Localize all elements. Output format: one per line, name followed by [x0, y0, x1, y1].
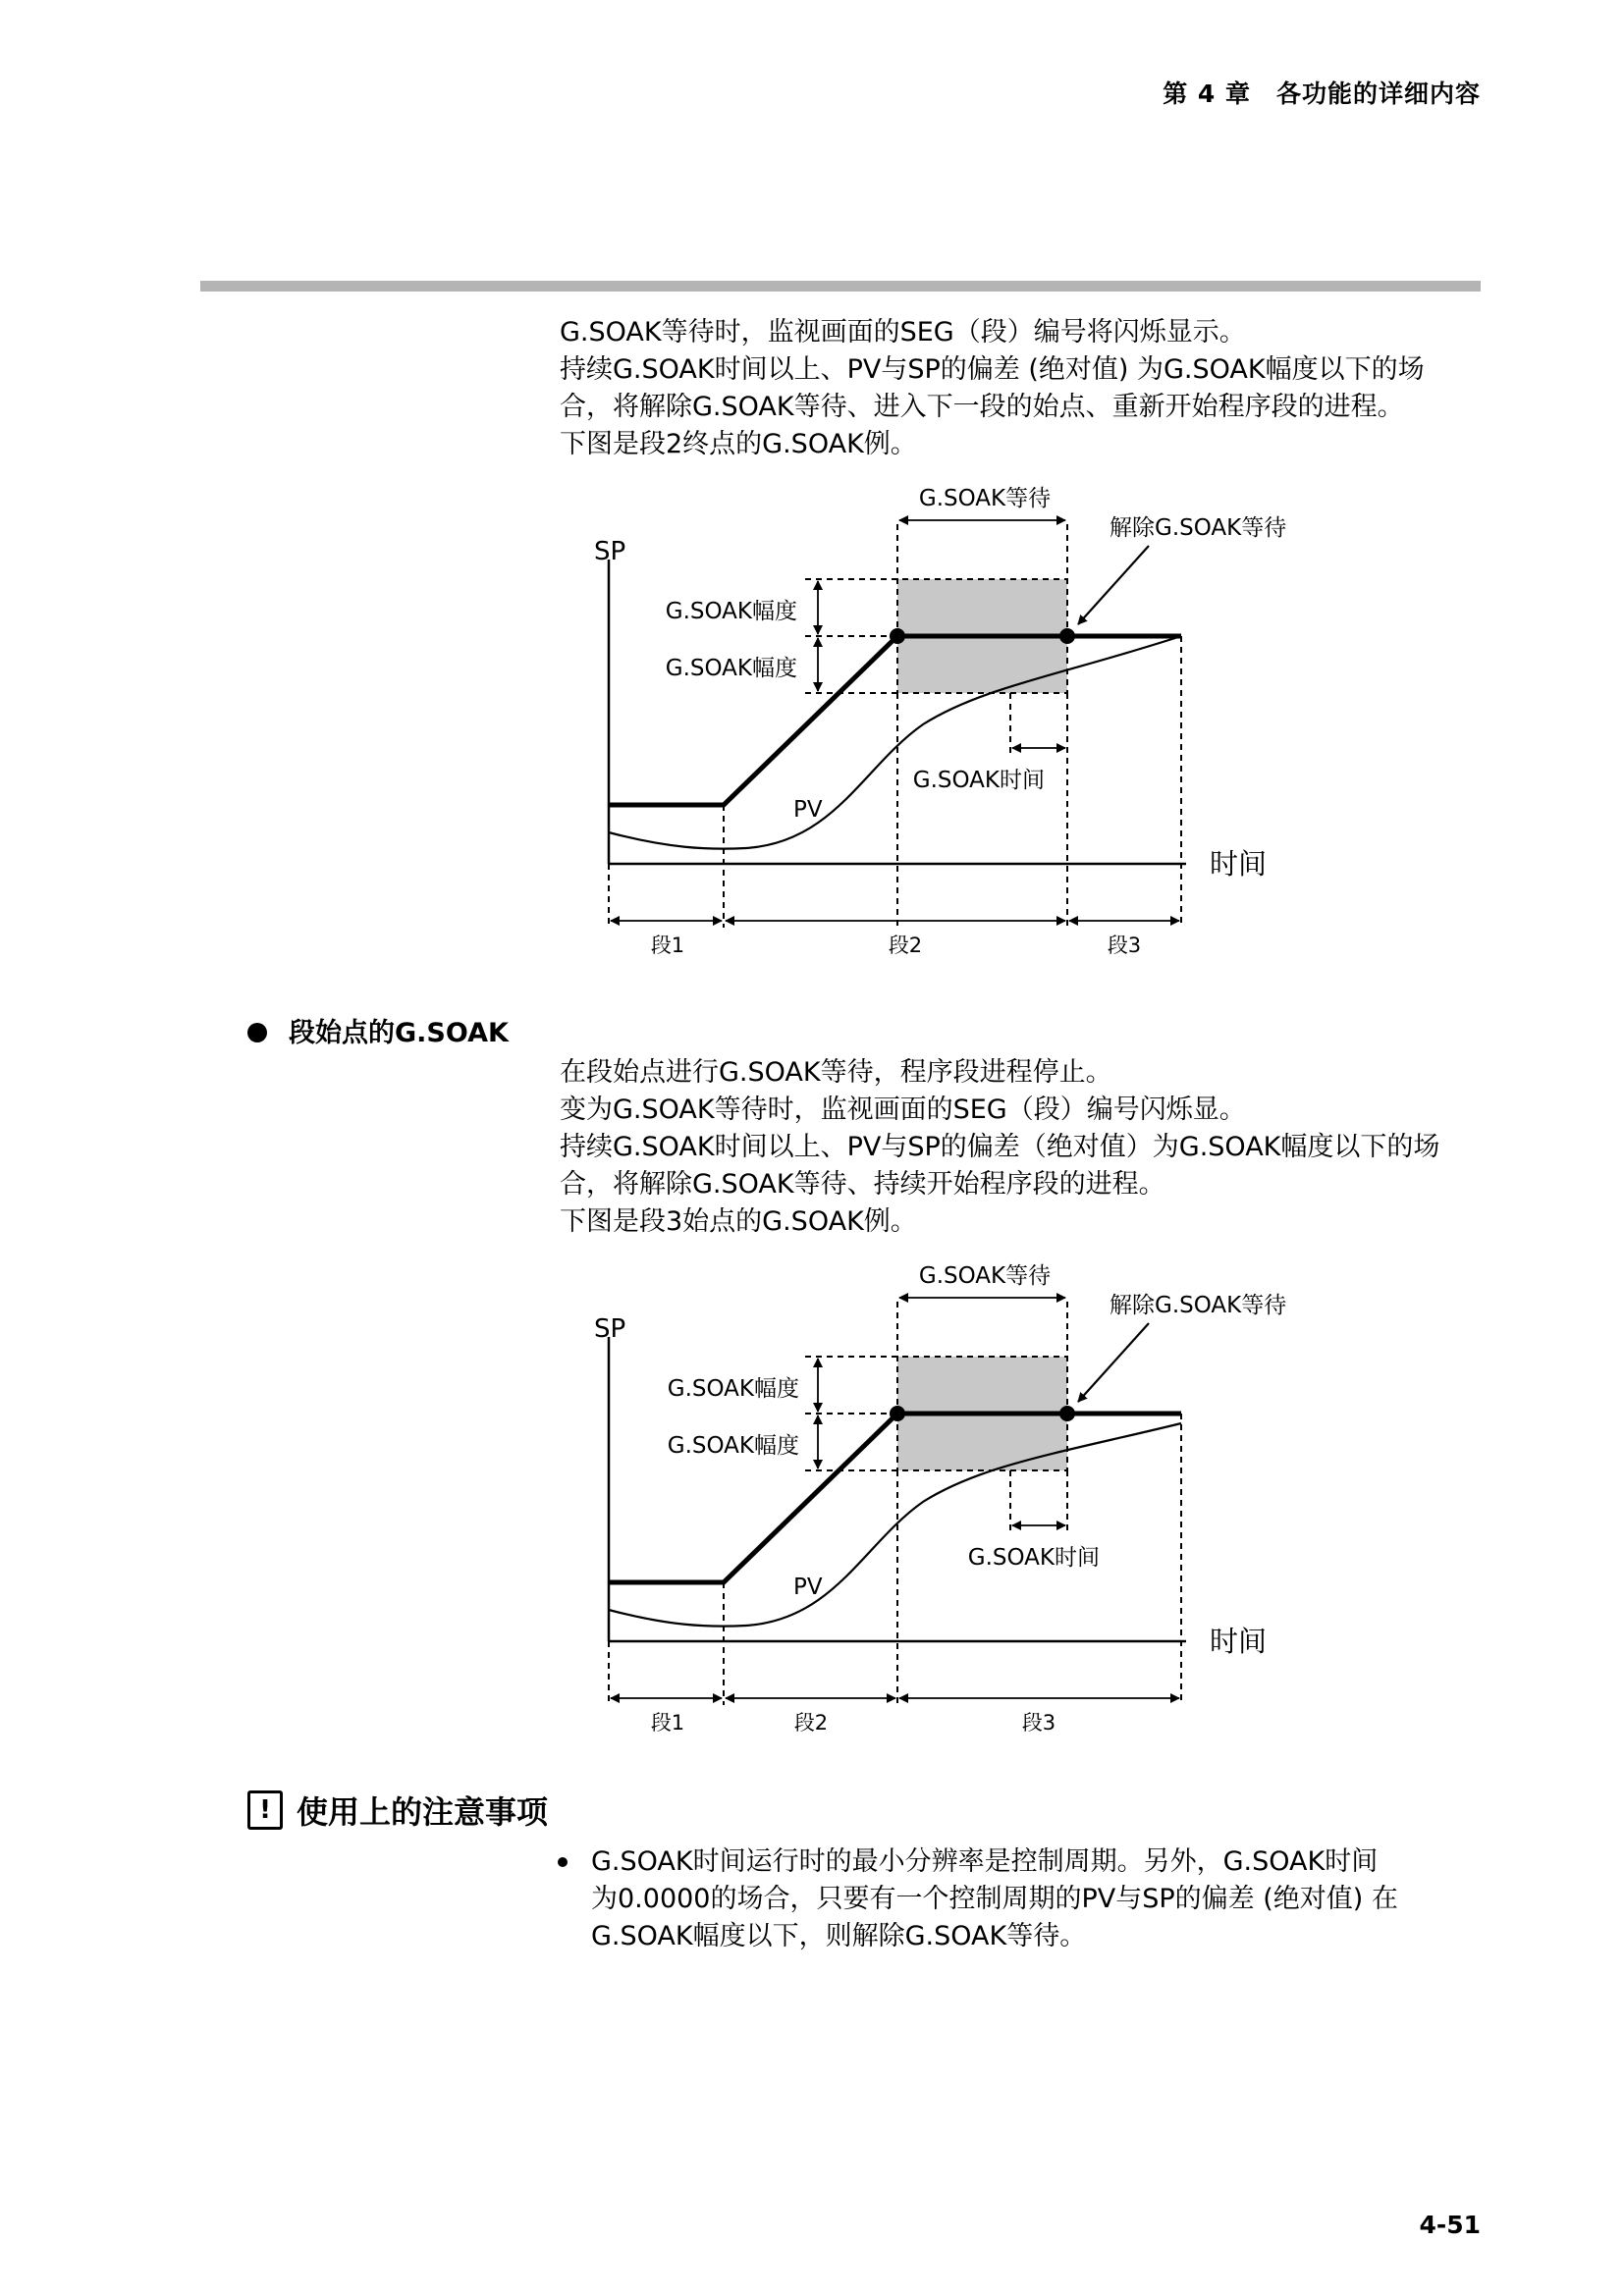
label-pv: PV — [793, 1575, 823, 1600]
label-band-lower: G.SOAK幅度 — [665, 656, 797, 681]
sp-point-end — [1059, 1406, 1075, 1421]
label-wait: G.SOAK等待 — [918, 486, 1052, 511]
intro-line-4: 下图是段2终点的G.SOAK例。 — [560, 429, 917, 459]
caution-heading — [247, 1788, 548, 1833]
chapter-title: 第 4 章 各功能的详细内容 — [1163, 80, 1481, 108]
label-sp: SP — [594, 537, 626, 566]
page-number: 4-51 — [1419, 2211, 1481, 2239]
label-time-axis: 时间 — [1210, 1625, 1268, 1658]
sp-point-end — [1059, 628, 1075, 644]
figure-soak-segment-start — [0, 982, 1624, 1757]
section-line-3: 持续G.SOAK时间以上、PV与SP的偏差（绝对值）为G.SOAK幅度以下的场 — [560, 1132, 1440, 1162]
label-band-lower: G.SOAK幅度 — [667, 1433, 799, 1459]
sp-point-start — [890, 1406, 905, 1421]
segment-label-2: 段2 — [793, 1711, 829, 1735]
segment-label-1: 段1 — [650, 1711, 685, 1735]
label-soak-time: G.SOAK时间 — [912, 768, 1045, 793]
intro-line-2: 持续G.SOAK时间以上、PV与SP的偏差 (绝对值) 为G.SOAK幅度以下的场 — [560, 354, 1425, 385]
exclamation-icon: ! — [247, 1790, 283, 1830]
label-band-upper: G.SOAK幅度 — [665, 599, 797, 624]
label-wait: G.SOAK等待 — [918, 1263, 1052, 1289]
segment-label-3: 段3 — [1021, 1711, 1056, 1735]
label-release: 解除G.SOAK等待 — [1110, 1293, 1287, 1318]
section-line-5: 下图是段3始点的G.SOAK例。 — [560, 1206, 917, 1237]
label-time-axis: 时间 — [1210, 847, 1268, 881]
bullet-dot-icon — [558, 1857, 568, 1867]
label-pv: PV — [793, 797, 823, 823]
section-line-1: 在段始点进行G.SOAK等待，程序段进程停止。 — [560, 1057, 1112, 1088]
intro-line-3: 合，将解除G.SOAK等待、进入下一段的始点、重新开始程序段的进程。 — [560, 392, 1404, 422]
caution-heading-text: 使用上的注意事项 — [297, 1793, 549, 1831]
section-line-2: 变为G.SOAK等待时，监视画面的SEG（段）编号闪烁显。 — [560, 1095, 1246, 1125]
segment-label-2: 段2 — [888, 934, 923, 957]
intro-line-1: G.SOAK等待时，监视画面的SEG（段）编号将闪烁显示。 — [560, 317, 1246, 347]
segment-label-3: 段3 — [1107, 934, 1142, 957]
figure-soak-segment-end — [0, 0, 1624, 982]
caution-line-3: G.SOAK幅度以下，则解除G.SOAK等待。 — [591, 1921, 1087, 1951]
label-soak-time: G.SOAK时间 — [967, 1545, 1100, 1571]
segment-label-1: 段1 — [650, 934, 685, 957]
section-heading-text: 段始点的G.SOAK — [289, 1018, 509, 1048]
caution-line-1: G.SOAK时间运行时的最小分辨率是控制周期。另外，G.SOAK时间 — [591, 1846, 1379, 1877]
label-sp: SP — [594, 1314, 626, 1344]
label-band-upper: G.SOAK幅度 — [667, 1376, 799, 1402]
label-release: 解除G.SOAK等待 — [1110, 515, 1287, 541]
caution-line-2: 为0.0000的场合，只要有一个控制周期的PV与SP的偏差 (绝对值) 在 — [591, 1884, 1398, 1914]
section-line-4: 合，将解除G.SOAK等待、持续开始程序段的进程。 — [560, 1169, 1165, 1200]
sp-point-start — [890, 628, 905, 644]
